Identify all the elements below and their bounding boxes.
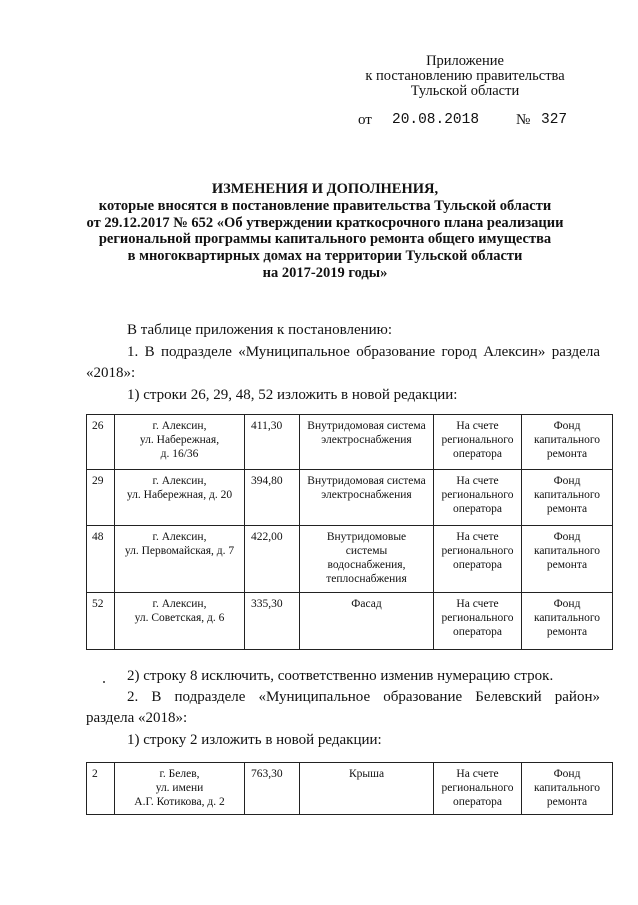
row-number: 29	[87, 470, 115, 526]
item1-sub2: 2) строку 8 исключить, соответственно изменив нумерацию строк.	[127, 668, 554, 684]
cell-line: ремонта	[546, 448, 588, 460]
number-label: №	[516, 112, 531, 128]
work-type-cell	[300, 415, 434, 470]
address-cell	[115, 593, 245, 650]
cell-line: оператора	[452, 559, 503, 571]
row-number: 48	[87, 526, 115, 593]
funding-method-cell	[434, 415, 522, 470]
cell-line: оператора	[452, 626, 503, 638]
table-row	[87, 415, 613, 470]
cell-line: Фонд	[553, 420, 581, 432]
appendix-line: Тульской области	[410, 83, 520, 99]
cell-line: капитального	[533, 545, 601, 557]
document-title	[60, 181, 590, 282]
cell-line: г. Алексин,	[152, 475, 207, 487]
cell-line: ремонта	[546, 626, 588, 638]
cell-line: Фонд	[553, 531, 581, 543]
cell-line: ул. Набережная,	[139, 434, 220, 446]
resolution-number: 327	[541, 112, 568, 128]
row-number: 2	[87, 763, 115, 815]
appendix-line: к постановлению правительства	[365, 68, 565, 84]
funding-source-cell	[522, 593, 613, 650]
item1-line1: 1. В подразделе «Муниципальное образование город Алексин» раздела	[127, 344, 600, 360]
cell-line: На счете	[456, 531, 499, 543]
cell-line: водоснабжения,	[327, 559, 406, 571]
cell-line: А.Г. Котикова, д. 2	[134, 796, 225, 808]
cell-line: Внутридомовые	[326, 531, 407, 543]
funding-source-cell	[522, 470, 613, 526]
cell-line: Фасад	[351, 598, 382, 610]
title-line: которые вносятся в постановление правительства Тульской области	[98, 197, 552, 214]
work-type-cell	[300, 470, 434, 526]
cell-line: ул. Первомайская, д. 7	[124, 545, 235, 557]
funding-method-cell	[434, 470, 522, 526]
address-cell	[115, 415, 245, 470]
address-cell	[115, 470, 245, 526]
cell-line: оператора	[452, 796, 503, 808]
cell-line: ремонта	[546, 559, 588, 571]
cell-line: ул. Набережная, д. 20	[126, 489, 233, 501]
work-type-cell	[300, 526, 434, 593]
alexin-table	[86, 414, 613, 650]
amount-cell: 335,30	[245, 593, 300, 650]
date-prefix: от	[358, 112, 372, 128]
cell-line: капитального	[533, 434, 601, 446]
address-cell	[115, 763, 245, 815]
cell-line: Фонд	[553, 475, 581, 487]
cell-line: регионального	[441, 489, 514, 501]
cell-line: На счете	[456, 768, 499, 780]
cell-line: регионального	[441, 545, 514, 557]
title-line: в многоквартирных домах на территории Тульской области	[127, 248, 523, 265]
cell-line: д. 16/36	[160, 448, 199, 460]
cell-line: г. Алексин,	[152, 420, 207, 432]
resolution-date: 20.08.2018	[392, 112, 480, 128]
cell-line: Фонд	[553, 768, 581, 780]
resolution-date-line	[358, 112, 568, 129]
cell-line: Внутридомовая система	[307, 420, 426, 432]
cell-line: регионального	[441, 782, 514, 794]
amount-cell: 394,80	[245, 470, 300, 526]
amount-cell: 411,30	[245, 415, 300, 470]
intro-paragraph: В таблице приложения к постановлению:	[127, 322, 393, 338]
table-row	[87, 526, 613, 593]
scan-dot	[103, 681, 105, 683]
cell-line: ремонта	[546, 796, 588, 808]
item2-sub1: 1) строку 2 изложить в новой редакции:	[127, 732, 382, 748]
cell-line: г. Алексин,	[152, 598, 207, 610]
title-line: на 2017-2019 годы»	[262, 264, 388, 281]
cell-line: На счете	[456, 598, 499, 610]
cell-line: оператора	[452, 503, 503, 515]
amount-cell: 422,00	[245, 526, 300, 593]
cell-line: Фонд	[553, 598, 581, 610]
cell-line: На счете	[456, 475, 499, 487]
work-type-cell	[300, 593, 434, 650]
table-row	[87, 763, 613, 815]
cell-line: На счете	[456, 420, 499, 432]
item1-sub1: 1) строки 26, 29, 48, 52 изложить в новой редакции:	[127, 387, 458, 403]
title-line: ИЗМЕНЕНИЯ И ДОПОЛНЕНИЯ,	[211, 181, 439, 197]
funding-method-cell	[434, 526, 522, 593]
cell-line: ул. имени	[155, 782, 204, 794]
amount-cell: 763,30	[245, 763, 300, 815]
funding-source-cell	[522, 415, 613, 470]
cell-line: системы	[345, 545, 388, 557]
cell-line: Крыша	[348, 768, 385, 780]
appendix-header	[350, 54, 580, 99]
table-row	[87, 593, 613, 650]
cell-line: ул. Советская, д. 6	[134, 612, 225, 624]
cell-line: оператора	[452, 448, 503, 460]
funding-source-cell	[522, 763, 613, 815]
cell-line: электроснабжения	[321, 489, 412, 501]
belev-table	[86, 762, 613, 815]
work-type-cell	[300, 763, 434, 815]
cell-line: Внутридомовая система	[307, 475, 426, 487]
row-number: 52	[87, 593, 115, 650]
cell-line: регионального	[441, 612, 514, 624]
appendix-line: Приложение	[426, 53, 504, 69]
funding-method-cell	[434, 763, 522, 815]
cell-line: капитального	[533, 489, 601, 501]
cell-line: г. Белев,	[159, 768, 200, 780]
item2-line1: 2. В подразделе «Муниципальное образование Белевский район»	[127, 689, 600, 705]
cell-line: капитального	[533, 782, 601, 794]
cell-line: капитального	[533, 612, 601, 624]
title-line: от 29.12.2017 № 652 «Об утверждении краткосрочного плана реализации	[86, 214, 564, 231]
cell-line: электроснабжения	[321, 434, 412, 446]
cell-line: ремонта	[546, 503, 588, 515]
title-line: региональной программы капитального ремонта общего имущества	[98, 231, 552, 248]
funding-method-cell	[434, 593, 522, 650]
funding-source-cell	[522, 526, 613, 593]
cell-line: регионального	[441, 434, 514, 446]
item2-line2: раздела «2018»:	[86, 710, 188, 726]
cell-line: г. Алексин,	[152, 531, 207, 543]
address-cell	[115, 526, 245, 593]
row-number: 26	[87, 415, 115, 470]
item1-line2: «2018»:	[86, 365, 136, 381]
table-row	[87, 470, 613, 526]
cell-line: теплоснабжения	[326, 573, 407, 585]
